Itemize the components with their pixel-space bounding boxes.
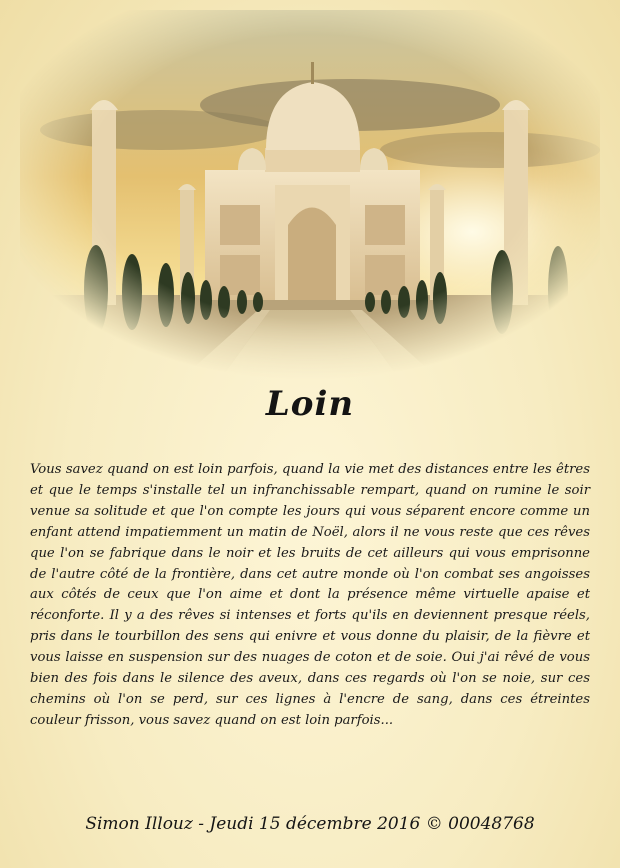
poem-text: Vous savez quand on est loin parfois, quand la vie met des distances entre les êtres et que le temps s'installe tel un infranchissable rempart, quand on rumine le soir venue sa solitude et que l'on compte les jours qui vous séparent encore comme un enfant attend impatiemment un matin de Noël, alors il ne vous reste que ces rêves que l'on se fabrique dans le noir et les bruits de cet ailleurs qui vous emprisonne de l'autre côté de la frontière, dans cet autre monde où l'on combat ses angoisses aux côtés de ceux que l'on aime et dont la présence même virtuelle apaise et réconforte. Il y a des rêves si intenses et forts qu'ils en deviennent presque réels, pris dans le tourbillon des sens qui enivre et vous donne du plaisir, de la fièvre et vous laisse en suspension sur des nuages de coton et de soie. Oui j'ai rêvé de vous bien des fois dans le silence des aveux, dans ces regards où l'on se noie, sur ces chemins où l'on se perd, sur ces lignes à l'encre de sang, dans ces étreintes couleur frisson, vous savez quand on est loin parfois... <box>30 462 590 728</box>
author-signature: Simon Illouz - Jeudi 15 décembre 2016 © 00048768 <box>85 814 535 834</box>
poem-title: Loin <box>265 384 355 424</box>
taj-mahal-photo <box>20 10 600 380</box>
